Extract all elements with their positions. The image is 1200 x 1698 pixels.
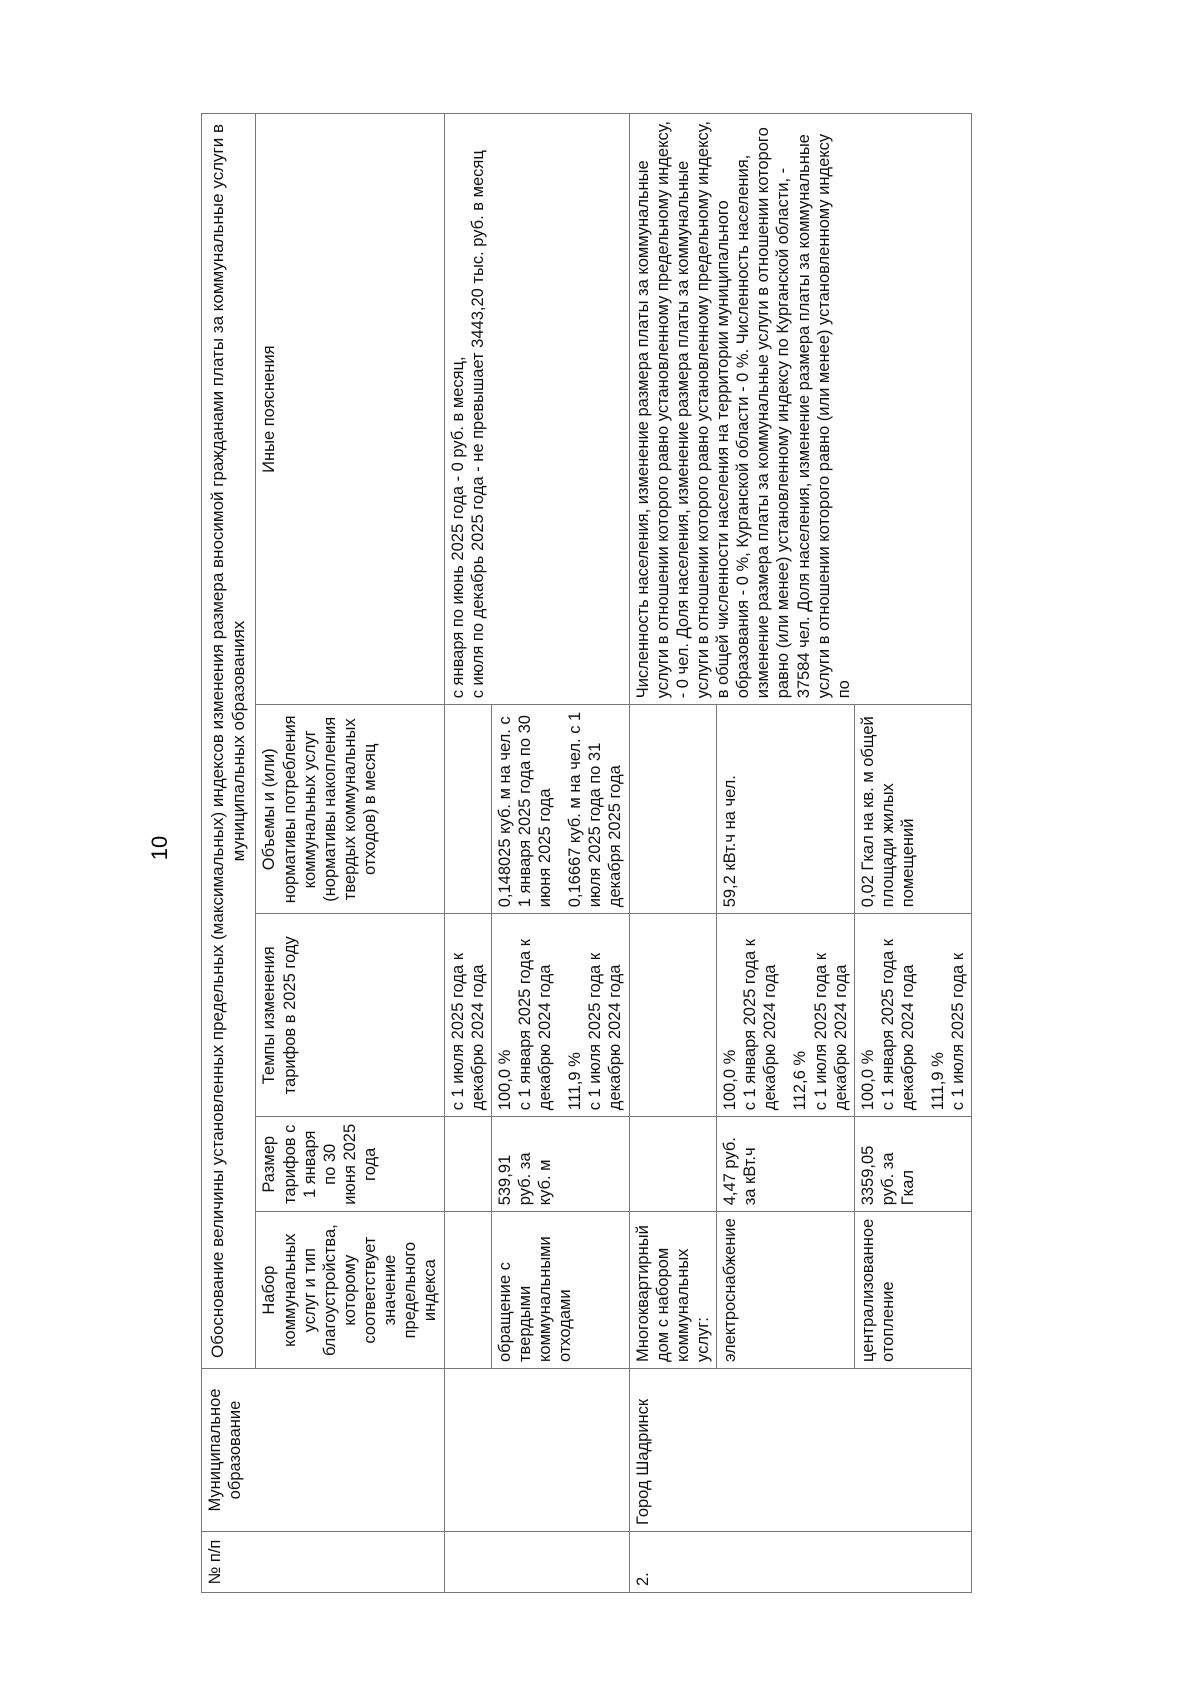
rotated-table-page xyxy=(201,113,1146,1593)
cell-municipality xyxy=(444,1369,629,1532)
header-tariff: Размер тарифов с 1 января по 30 июня 2025 года xyxy=(256,1117,444,1212)
header-num: № п/п xyxy=(202,1532,445,1593)
cell-service: централизованное отопление xyxy=(854,1212,972,1369)
rate-desc: с 1 января 2025 года к декабрю 2024 года xyxy=(741,939,780,1111)
rate-desc: с 1 января 2025 года к декабрю 2024 года xyxy=(515,939,555,1111)
cell-tariff: 4,47 руб. за кВт.ч xyxy=(717,1117,855,1212)
cell-volume xyxy=(491,705,629,914)
rate-desc: с 1 июля 2025 года к декабрю 2024 года xyxy=(586,952,625,1111)
tariff-table xyxy=(201,113,972,1593)
cell-tariff xyxy=(444,1117,491,1212)
rate-value: 111,9 % xyxy=(566,1052,585,1111)
table-row xyxy=(629,114,717,1593)
cell-service: электроснабжение xyxy=(717,1212,855,1369)
cell-notes xyxy=(444,114,629,705)
cell-rate xyxy=(717,914,855,1117)
cell-service: Многоквартирный дом с набором коммунальных услуг: xyxy=(629,1212,717,1369)
header-municipality: Муниципальное образование xyxy=(202,1369,445,1532)
cell-volume xyxy=(629,705,717,914)
rate-value: 112,6 % xyxy=(791,1050,810,1111)
cell-rate xyxy=(854,914,972,1117)
cell-tariff xyxy=(629,1117,717,1212)
header-title: Обоснование величины установленных предельных (максимальных) индексов изменения размера вносимой гражданами платы за коммунальные услуги в муниципальных образованиях xyxy=(202,114,256,1369)
notes-line: с июля по декабрь 2025 года - не превышает 3443,20 тыс. руб. в месяц xyxy=(468,150,487,699)
rate-value: 100,0 % xyxy=(495,1049,514,1111)
rate-value: 111,9 % xyxy=(929,1052,948,1111)
cell-service: обращение с твердыми коммунальными отходами xyxy=(491,1212,629,1369)
cell-service xyxy=(444,1212,491,1369)
cell-notes: Численность населения, изменение размера платы за коммунальные услуги в отношении которого равно установленному предельному индексу, - 0 чел. Доля населения, изменение размера платы за коммунальные услуги в отношении которого равно установленному предельному индексу, в общей численности населения на территории муниципального образования - 0 %, Курганской области - 0 %. Численность населения, изменение размера платы за коммунальные услуги в отношении которого равно (или менее) установленному индексу по Курганской области, - 37584 чел. Доля населения, изменение размера платы за коммунальные услуги в отношении которого равно (или менее) установленному индексу по xyxy=(629,114,972,705)
cell-rate xyxy=(491,914,629,1117)
header-notes: Иные пояснения xyxy=(256,114,444,705)
rate-desc: с 1 января 2025 года к декабрю 2024 года xyxy=(878,939,918,1111)
rate-value: 100,0 % xyxy=(721,1049,740,1111)
notes-line: с января по июнь 2025 года - 0 руб. в месяц, xyxy=(448,356,467,699)
cell-rate xyxy=(629,914,717,1117)
header-rate: Темпы изменения тарифов в 2025 году xyxy=(256,914,444,1117)
cell-num xyxy=(444,1532,629,1593)
cell-tariff: 539,91 руб. за куб. м xyxy=(491,1117,629,1212)
cell-rate: с 1 июля 2025 года к декабрю 2024 года xyxy=(444,914,491,1117)
page-number: 10 xyxy=(147,835,172,861)
cell-num: 2. xyxy=(629,1532,972,1593)
cell-municipality: Город Шадринск xyxy=(629,1369,972,1532)
header-services: Набор коммунальных услуг и тип благоустройства, которому соответствует значение предельного индекса xyxy=(256,1212,444,1369)
volume-line: 0,16667 куб. м на чел. с 1 июля 2025 года по 31 декабря 2025 года xyxy=(566,711,625,908)
header-volume: Объемы и (или) нормативы потребления коммунальных услуг (нормативы накопления твердых коммунальных отходов) в месяц xyxy=(256,705,444,914)
header-row-top xyxy=(202,114,256,1593)
volume-line: 0,148025 куб. м на чел. с 1 января 2025 года по 30 июня 2025 года xyxy=(495,715,555,908)
cell-volume xyxy=(444,705,491,914)
rate-desc: с 1 июля 2025 года к декабрю 2024 года xyxy=(811,952,850,1111)
cell-volume: 59,2 кВт.ч на чел. xyxy=(717,705,855,914)
cell-volume: 0,02 Гкал на кв. м общей площади жилых помещений xyxy=(854,705,972,914)
cell-tariff: 3359,05 руб. за Гкал xyxy=(854,1117,972,1212)
table-row xyxy=(444,114,491,1593)
rate-value: 100,0 % xyxy=(858,1049,877,1111)
rate-desc: с 1 июля 2025 года к xyxy=(949,952,968,1111)
